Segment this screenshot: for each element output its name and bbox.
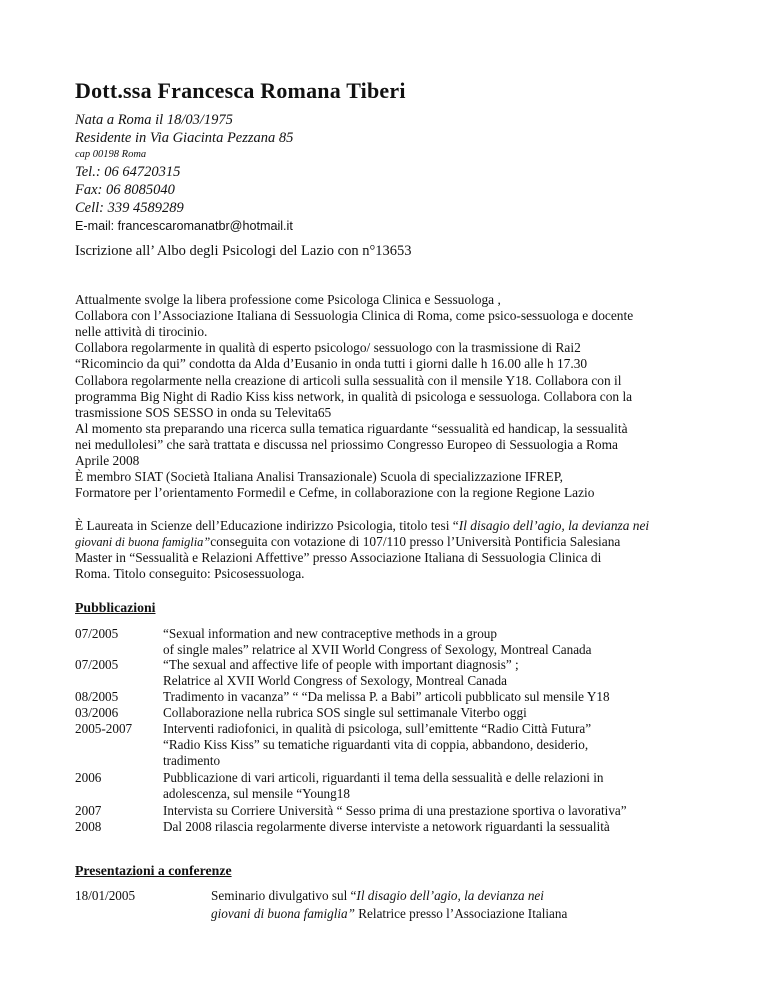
conference-desc: Relatrice presso l’Associazione Italiana: [354, 906, 568, 921]
cell-info: Cell: 339 4589289: [75, 200, 184, 216]
conference-desc: Seminario divulgativo sul “: [211, 888, 357, 903]
education-text: È Laureata in Scienze dell’Educazione indirizzo Psicologia, titolo tesi “: [75, 518, 459, 533]
pub-date: 08/2005: [75, 689, 119, 704]
thesis-title: giovani di buona famiglia”: [75, 535, 211, 549]
seminar-title: giovani di buona famiglia”: [211, 906, 355, 921]
birth-info: Nata a Roma il 18/03/1975: [75, 112, 233, 128]
pub-date: 07/2005: [75, 657, 119, 672]
pub-date: 03/2006: [75, 705, 119, 720]
conference-text: [211, 888, 544, 904]
pub-text: Relatrice al XVII World Congress of Sexology, Montreal Canada: [163, 673, 507, 688]
activity-line: trasmissione SOS SESSO in onda su Televita65: [75, 405, 332, 420]
pub-text: adolescenza, sul mensile “Young18: [163, 786, 350, 801]
thesis-title: Il disagio dell’agio, la devianza nei: [458, 518, 650, 533]
residence-info: Residente in Via Giacinta Pezzana 85: [75, 130, 294, 146]
pub-text: Pubblicazione di vari articoli, riguardanti il tema della sessualità e delle relazioni in: [163, 770, 604, 785]
pub-text: Dal 2008 rilascia regolarmente diverse interviste a netowork riguardanti la sessualità: [163, 819, 610, 834]
pub-text: “Sexual information and new contraceptive methods in a group: [163, 626, 497, 641]
activity-line: È membro SIAT (Società Italiana Analisi Transazionale) Scuola di specializzazione IFREP,: [75, 469, 564, 484]
education-line: [75, 518, 649, 533]
activity-line: Formatore per l’orientamento Formedil e Cefme, in collaborazione con la regione Regione Lazio: [75, 485, 595, 500]
conference-text: [211, 906, 567, 922]
pub-text: “Radio Kiss Kiss” su tematiche riguardanti vita di coppia, abbandono, desiderio,: [163, 737, 589, 752]
pub-date: 07/2005: [75, 626, 119, 641]
conferences-heading: Presentazioni a conferenze: [75, 863, 232, 878]
email-info: E-mail: francescaromanatbr@hotmail.it: [75, 219, 293, 233]
activity-line: Collabora con l’Associazione Italiana di Sessuologia Clinica di Roma, come psico-sessuologa e docente: [75, 308, 634, 323]
education-text: conseguita con votazione di 107/110 presso l’Università Pontificia Salesiana: [210, 534, 621, 549]
pub-text: Tradimento in vacanza” “ “Da melissa P. a Babi” articoli pubblicato sul mensile Y18: [163, 689, 610, 704]
seminar-title: Il disagio dell’agio, la devianza nei: [356, 888, 544, 903]
conference-date: 18/01/2005: [75, 888, 136, 903]
education-line: Roma. Titolo conseguito: Psicosessuologa.: [75, 566, 305, 581]
activity-line: Aprile 2008: [75, 453, 140, 468]
activity-line: nelle attività di tirocinio.: [75, 324, 208, 339]
pub-text: “The sexual and affective life of people with important diagnosis” ;: [163, 657, 519, 672]
pub-text: of single males” relatrice al XVII World Congress of Sexology, Montreal Canada: [163, 642, 592, 657]
activity-line: Collabora regolarmente in qualità di esperto psicologo/ sessuologo con la trasmissione di Rai2: [75, 340, 581, 355]
pub-text: Intervista su Corriere Università “ Sesso prima di una prestazione sportiva o lavorativa”: [163, 803, 627, 818]
cap-info: cap 00198 Roma: [75, 149, 147, 160]
activity-line: Attualmente svolge la libera professione come Psicologa Clinica e Sessuologa ,: [75, 292, 501, 307]
activity-line: “Ricomincio da qui” condotta da Alda d’Eusanio in onda tutti i giorni dalle h 16.00 alle h 17.30: [75, 356, 588, 371]
activity-line: Collabora regolarmente nella creazione di articoli sulla sessualità con il mensile Y18. Collabora con il: [75, 373, 622, 388]
albo-registration: Iscrizione all’ Albo degli Psicologi del Lazio con n°13653: [75, 243, 412, 259]
activity-line: Al momento sta preparando una ricerca sulla tematica riguardante “sessualità ed handicap, la sessualità: [75, 421, 628, 436]
phone-info: Tel.: 06 64720315: [75, 164, 181, 180]
activity-line: nei medullolesi” che sarà trattata e discussa nel priossimo Congresso Europeo di Sessuologia a Roma: [75, 437, 618, 452]
pub-date: 2008: [75, 819, 102, 834]
pub-date: 2006: [75, 770, 102, 785]
publications-heading: Pubblicazioni: [75, 600, 156, 615]
activity-line: programma Big Night di Radio Kiss kiss network, in qualità di psicologa e sessuologa. Collabora con la: [75, 389, 633, 404]
pub-date: 2007: [75, 803, 102, 818]
fax-info: Fax: 06 8085040: [75, 182, 175, 198]
education-line: [75, 534, 620, 550]
pub-text: tradimento: [163, 753, 221, 768]
pub-text: Interventi radiofonici, in qualità di psicologa, sull’emittente “Radio Città Futura”: [163, 721, 592, 736]
page-title: Dott.ssa Francesca Romana Tiberi: [75, 78, 406, 103]
education-line: Master in “Sessualità e Relazioni Affettive” presso Associazione Italiana di Sessuologia Clinica di: [75, 550, 602, 565]
pub-text: Collaborazione nella rubrica SOS single sul settimanale Viterbo oggi: [163, 705, 527, 720]
pub-date: 2005-2007: [75, 721, 133, 736]
